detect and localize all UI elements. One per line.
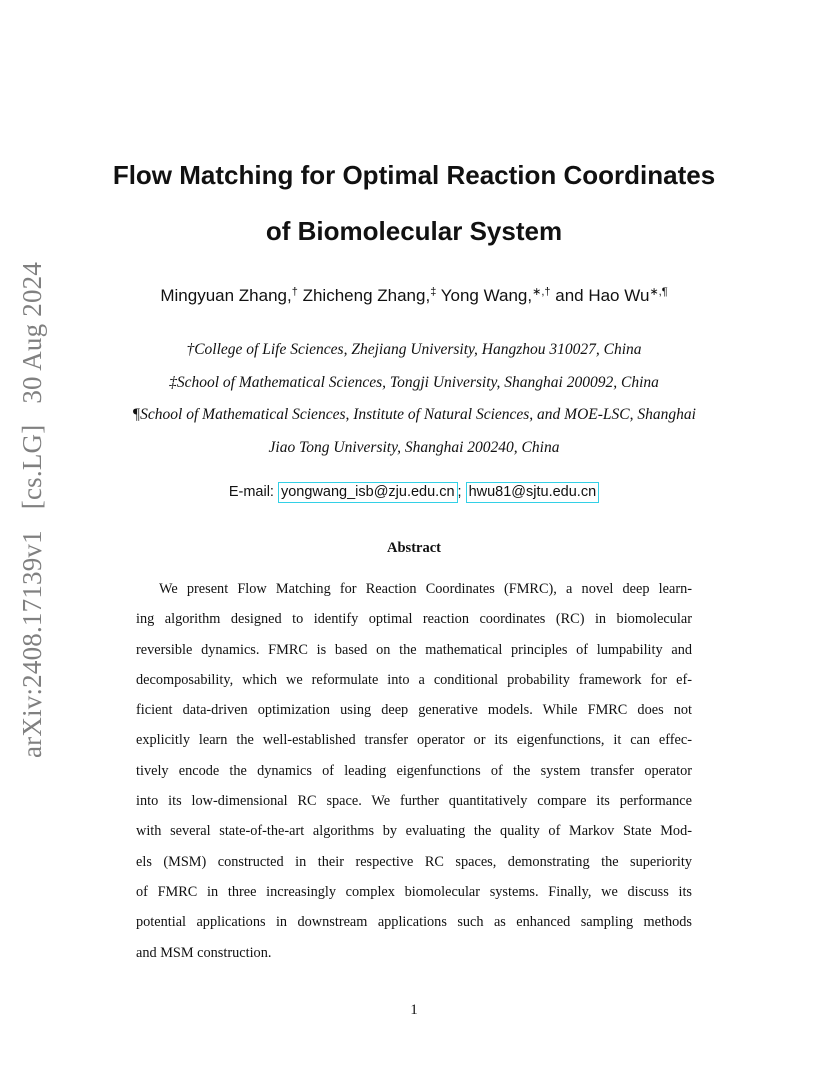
author-affiliation-mark: ‡ bbox=[430, 286, 437, 298]
arxiv-category: [cs.LG] bbox=[17, 424, 47, 510]
affiliation-line: Jiao Tong University, Shanghai 200240, China bbox=[268, 438, 560, 456]
abstract-line: and MSM construction. bbox=[136, 944, 272, 961]
abstract-line: reversible dynamics. FMRC is based on the mathematical principles of lumpability and bbox=[136, 641, 692, 658]
email-label: E-mail: bbox=[228, 484, 274, 500]
email-line bbox=[60, 480, 768, 504]
abstract-line: tively encode the dynamics of leading eigenfunctions of the system transfer operator bbox=[136, 762, 692, 779]
abstract-line: into its low-dimensional RC space. We further quantitatively compare its performance bbox=[136, 793, 692, 810]
affiliation-list bbox=[90, 334, 738, 464]
affiliation-line: ¶School of Mathematical Sciences, Institute of Natural Sciences, and MOE-LSC, Shanghai bbox=[132, 406, 696, 423]
page-number: 1 bbox=[410, 1002, 418, 1018]
abstract-body bbox=[136, 574, 692, 968]
author-affiliation-mark: ∗,¶ bbox=[649, 286, 668, 298]
author-list bbox=[60, 284, 768, 308]
abstract-line: explicitly learn the well-established transfer operator or its eigenfunctions, it can effec- bbox=[136, 732, 692, 749]
abstract-line: of FMRC in three increasingly complex biomolecular systems. Finally, we discuss its bbox=[136, 883, 692, 900]
paper-title bbox=[60, 147, 768, 259]
title-line-1: Flow Matching for Optimal Reaction Coordinates bbox=[112, 160, 716, 190]
author-name: Yong Wang, bbox=[440, 286, 533, 305]
arxiv-date: 30 Aug 2024 bbox=[17, 261, 47, 404]
abstract-line: with several state-of-the-art algorithms by evaluating the quality of Markov State Mod- bbox=[136, 823, 692, 840]
author-name: and Hao Wu bbox=[555, 286, 650, 305]
arxiv-sidebar-stamp bbox=[17, 262, 48, 758]
abstract-line: We present Flow Matching for Reaction Coordinates (FMRC), a novel deep learn- bbox=[159, 581, 692, 597]
author-affiliation-mark: † bbox=[291, 286, 298, 298]
title-line-2: of Biomolecular System bbox=[265, 216, 563, 246]
email-link-2[interactable]: hwu81@sjtu.edu.cn bbox=[466, 482, 600, 503]
affiliation-line: †College of Life Sciences, Zhejiang University, Hangzhou 310027, China bbox=[186, 341, 642, 358]
email-separator: ; bbox=[457, 484, 462, 500]
abstract-line: els (MSM) constructed in their respective RC spaces, demonstrating the superiority bbox=[136, 853, 692, 870]
author-affiliation-mark: ∗,† bbox=[532, 286, 551, 298]
affiliation-line: ‡School of Mathematical Sciences, Tongji University, Shanghai 200092, China bbox=[169, 373, 659, 391]
abstract-heading: Abstract bbox=[387, 540, 441, 556]
abstract-line: decomposability, which we reformulate into a conditional probability framework for ef- bbox=[136, 671, 692, 688]
abstract-line: ficient data-driven optimization using deep generative models. While FMRC does not bbox=[136, 702, 692, 719]
arxiv-id: arXiv:2408.17139v1 bbox=[17, 530, 47, 758]
abstract-line: ing algorithm designed to identify optimal reaction coordinates (RC) in biomolecular bbox=[136, 611, 692, 628]
email-link-1[interactable]: yongwang_isb@zju.edu.cn bbox=[278, 482, 458, 503]
author-name: Zhicheng Zhang, bbox=[302, 286, 431, 305]
abstract-line: potential applications in downstream applications such as enhanced sampling methods bbox=[136, 914, 692, 931]
author-name: Mingyuan Zhang, bbox=[160, 286, 292, 305]
